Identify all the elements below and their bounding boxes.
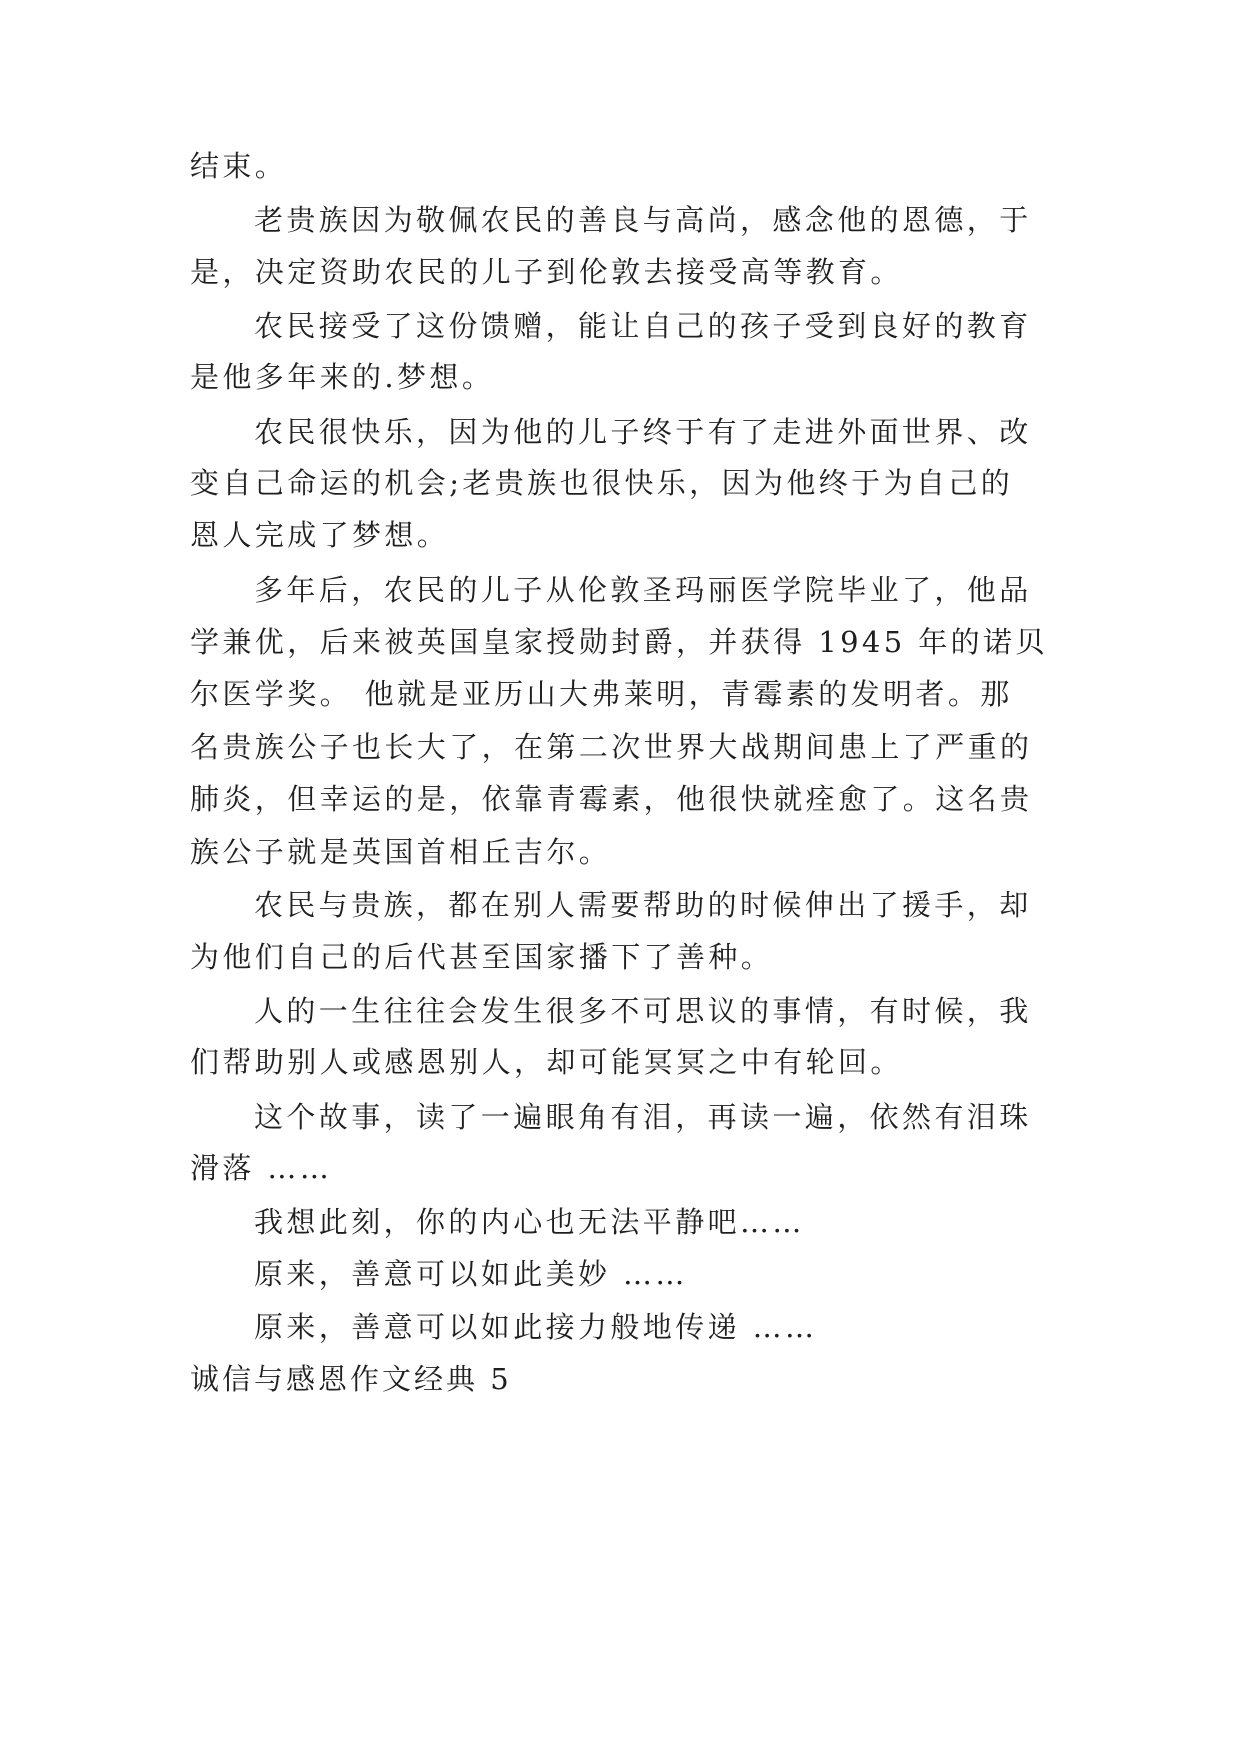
- text-line: 人的一生往往会发生很多不可思议的事情，有时候，我: [254, 994, 1032, 1028]
- text-line: 农民与贵族，都在别人需要帮助的时候伸出了援手，却: [254, 888, 1032, 922]
- text-line: 肺炎，但幸运的是，依靠青霉素，他很快就痊愈了。这名贵: [190, 782, 1033, 816]
- text-line: 恩人完成了梦想。: [190, 518, 450, 552]
- text-line: 这个故事，读了一遍眼角有泪，再读一遍，依然有泪珠: [254, 1100, 1032, 1134]
- text-line: 老贵族因为敬佩农民的善良与高尚，感念他的恩德，于: [254, 203, 1032, 237]
- text-line: 是他多年来的.梦想。: [190, 360, 495, 394]
- text-line: 变自己命运的机会;老贵族也很快乐，因为他终于为自己的: [190, 466, 1014, 500]
- section-heading: 诚信与感恩作文经典 5: [190, 1362, 512, 1396]
- text-line: 农民很快乐，因为他的儿子终于有了走进外面世界、改: [254, 415, 1032, 449]
- text-line: 是，决定资助农民的儿子到伦敦去接受高等教育。: [190, 255, 903, 289]
- text-line: 名贵族公子也长大了，在第二次世界大战期间患上了严重的: [190, 730, 1033, 764]
- text-line: 族公子就是英国首相丘吉尔。: [190, 835, 612, 869]
- text-line: 为他们自己的后代甚至国家播下了善种。: [190, 940, 774, 974]
- text-line: 们帮助别人或感恩别人，却可能冥冥之中有轮回。: [190, 1045, 903, 1079]
- text-line: 农民接受了这份馈赠，能让自己的孩子受到良好的教育: [254, 309, 1032, 343]
- text-line: 结束。: [190, 149, 288, 183]
- text-line: 学兼优，后来被英国皇家授勋封爵，并获得 1945 年的诺贝: [190, 625, 1048, 659]
- text-line: 原来，善意可以如此接力般地传递 ……: [254, 1310, 818, 1344]
- text-line: 多年后，农民的儿子从伦敦圣玛丽医学院毕业了，他品: [254, 573, 1032, 607]
- text-line: 我想此刻，你的内心也无法平静吧……: [254, 1205, 805, 1239]
- text-line: 原来，善意可以如此美妙 ……: [254, 1257, 688, 1291]
- text-line: 尔医学奖。 他就是亚历山大弗莱明，青霉素的发明者。那: [190, 677, 1013, 711]
- text-line: 滑落 ……: [190, 1151, 333, 1185]
